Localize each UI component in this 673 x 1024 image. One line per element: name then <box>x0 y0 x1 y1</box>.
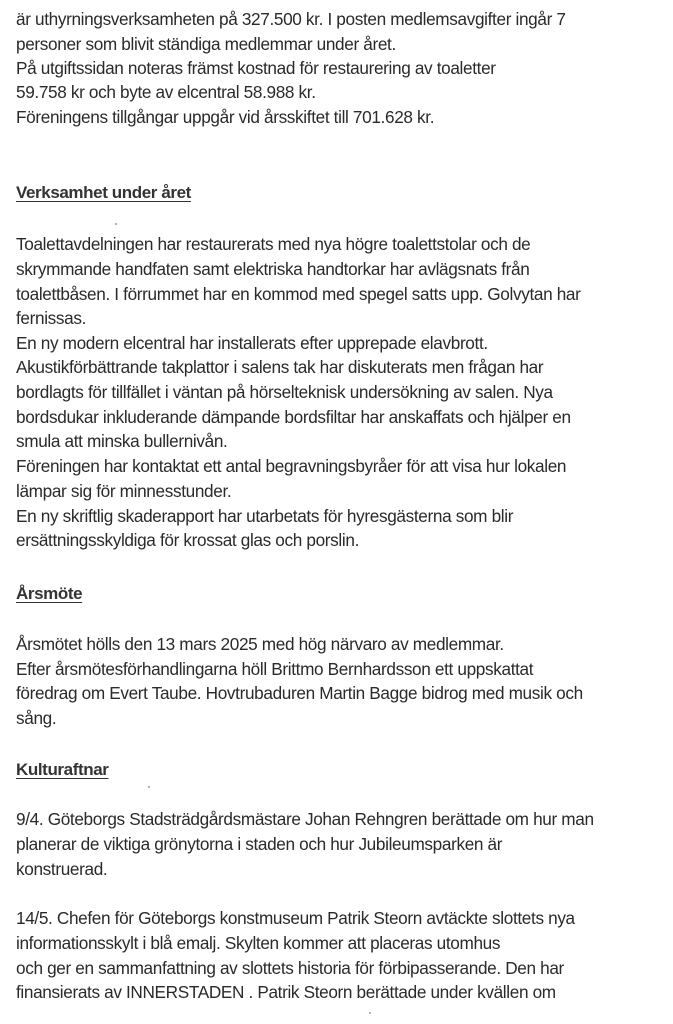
text-line: 14/5. Chefen för Göteborgs konstmuseum Patrik Steorn avtäckte slottets nya <box>16 908 575 928</box>
text-line: En ny skriftlig skaderapport har utarbetats för hyresgästerna som blir <box>16 506 514 526</box>
text-line: personer som blivit ständiga medlemmar under året. <box>16 34 396 54</box>
text-line: Akustikförbättrande takplattor i salens tak har diskuterats men frågan har <box>16 357 544 377</box>
text-line: Toalettavdelningen har restaurerats med nya högre toalettstolar och de <box>16 234 531 254</box>
text-line: konstruerad. <box>16 859 108 879</box>
text-line: ersättningsskyldiga för krossat glas och porslin. <box>16 530 359 550</box>
text-line: och ger en sammanfattning av slottets historia för förbipasserande. Den har <box>16 958 564 978</box>
section-heading: Årsmöte <box>16 584 83 603</box>
text-line: finansierats av INNERSTADEN . Patrik Steorn berättade under kvällen om <box>16 982 556 1002</box>
text-line: smula att minska bullernivån. <box>16 431 228 451</box>
section-heading: Verksamhet under året <box>16 183 191 202</box>
text-line: En ny modern elcentral har installerats efter upprepade elavbrott. <box>16 333 488 353</box>
text-line: skrymmande handfaten samt elektriska handtorkar har avlägsnats från <box>16 259 530 279</box>
text-line: sång. <box>16 708 57 728</box>
text-line: föredrag om Evert Taube. Hovtrubaduren Martin Bagge bidrog med musik och <box>16 683 583 703</box>
text-line: toalettbåsen. I förrummet har en kommod med spegel satts upp. Golvytan har <box>16 284 581 304</box>
text-line: Efter årsmötesförhandlingarna höll Brittmo Bernhardsson ett uppskattat <box>16 659 534 679</box>
scan-speck <box>115 223 117 225</box>
text-line: Föreningen har kontaktat ett antal begravningsbyråer för att visa hur lokalen <box>16 456 567 476</box>
scan-speck <box>369 1012 371 1014</box>
text-line: är uthyrningsverksamheten på 327.500 kr. I posten medlemsavgifter ingår 7 <box>16 9 566 29</box>
text-line: 59.758 kr och byte av elcentral 58.988 kr. <box>16 82 316 102</box>
text-line: planerar de viktiga grönytorna i staden och hur Jubileumsparken är <box>16 834 503 854</box>
text-line: informationsskylt i blå emalj. Skylten kommer att placeras utomhus <box>16 933 501 953</box>
text-line: bordsdukar inkluderande dämpande bordsfiltar har anskaffats och hjälper en <box>16 407 571 427</box>
text-line: Föreningens tillgångar uppgår vid årsskiftet till 701.628 kr. <box>16 107 435 127</box>
section-heading: Kulturaftnar <box>16 760 109 779</box>
text-line: 9/4. Göteborgs Stadsträdgårdsmästare Johan Rehngren berättade om hur man <box>16 809 594 829</box>
text-line: lämpar sig för minnesstunder. <box>16 481 232 501</box>
text-line: bordlagts för tillfället i väntan på hörselteknisk undersökning av salen. Nya <box>16 382 553 402</box>
text-line: Årsmötet hölls den 13 mars 2025 med hög närvaro av medlemmar. <box>16 634 504 654</box>
text-line: På utgiftssidan noteras främst kostnad för restaurering av toaletter <box>16 58 496 78</box>
text-line: fernissas. <box>16 308 87 328</box>
scan-speck <box>148 786 150 788</box>
